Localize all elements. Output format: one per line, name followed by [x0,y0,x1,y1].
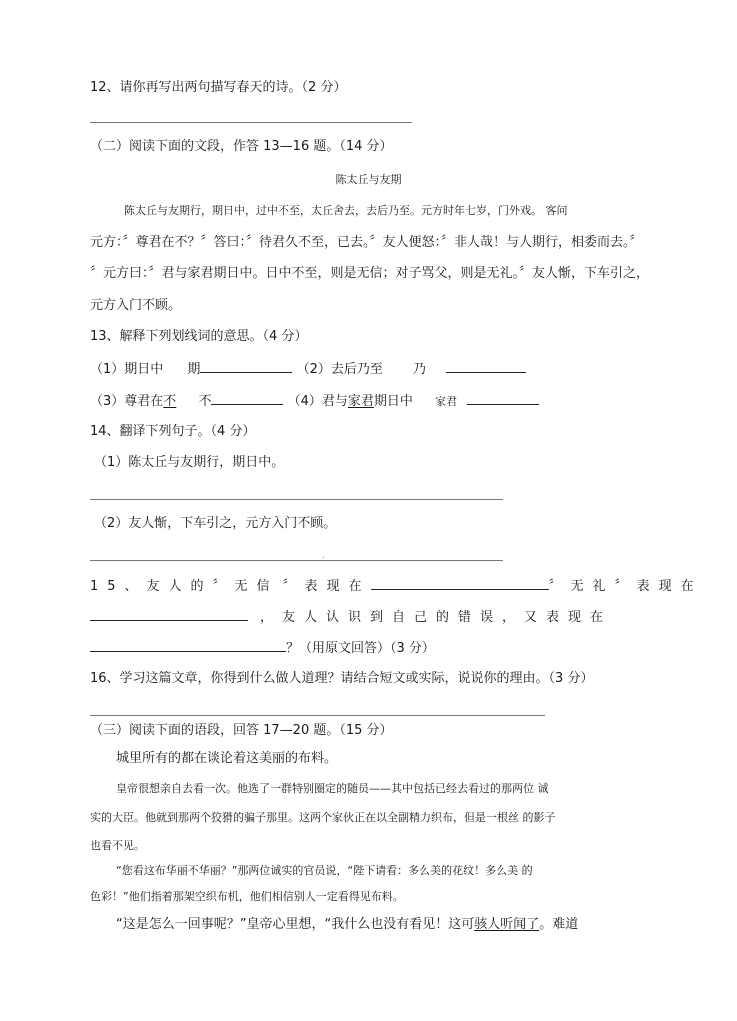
item-3-underlined: 不 [163,394,177,409]
item-4-label: （4）君与 [287,394,348,409]
q15-part-c: 〞无礼〞表现在 [548,579,703,594]
answer-line-14-2 [90,560,503,561]
item-1-word: 期 [187,362,201,377]
q15-part-d: ，友人认识到自己的错误，又表现在 [260,610,613,625]
answer-blank-2[interactable] [446,358,526,373]
item-1-label: （1）期日中 [90,362,164,377]
answer-blank-1[interactable] [200,358,292,373]
q15-part-b: 〞表现在 [282,579,371,594]
answer-blank-15-1[interactable] [371,575,549,590]
s3-paragraph-1: 城里所有的都在谈论着这美丽的布料。 [116,751,338,766]
question-12: 12、请你再写出两句描写春天的诗。（2 分） [90,80,347,95]
question-13-row-1 [90,358,526,380]
answer-line-16 [90,715,545,716]
item-2-word: 乃 [413,362,427,377]
section-2-heading: （二）阅读下面的文段，作答 13—16 题。（14 分） [90,139,393,154]
question-13-stem: 13、解释下列划线词的意思。（4 分） [90,329,308,344]
s3-paragraph-3-line-2: 色彩！”他们指着那架空织布机，他们相信别人一定看得见布料。 [90,890,404,903]
item-2-label: （2）去后乃至 [296,362,383,377]
question-14-sentence-1: （1）陈太丘与友期行，期日中。 [94,455,285,470]
question-14-stem: 14、翻译下列句子。（4 分） [90,424,256,439]
s3-paragraph-2-line-1: 皇帝很想亲自去看一次。他选了一群特别圈定的随员——其中包括已经去看过的那两位 诚 [116,782,549,795]
s3-paragraph-2-line-3: 也看不见。 [90,839,145,852]
answer-blank-15-2[interactable] [90,606,248,621]
stray-dot: . [322,551,325,561]
question-16: 16、学习这篇文章，你得到什么做人道理？请结合短文或实际，说说你的理由。（3 分） [90,671,594,686]
answer-blank-4[interactable] [467,390,539,405]
s3-paragraph-4-line-1 [116,915,578,935]
item-4-word: 家君 [435,395,458,408]
answer-line-14-1 [90,499,503,500]
s3-paragraph-2-line-2: 实的大臣。他就到那两个狡猾的骗子那里。这两个家伙正在以全副精力织布，但是一根丝 的影子 [90,811,556,824]
question-15-line-2 [90,606,612,628]
passage-line-2: 元方：〞尊君在不？〞答曰：〞待君久不至，已去。〞友人便怒：〞非人哉！与人期行，相委而去。〞 [90,235,643,250]
question-14-sentence-2: （2）友人惭，下车引之，元方入门不顾。 [94,516,337,531]
question-15-line-3 [90,637,435,659]
question-15-line-1 [90,575,703,597]
passage-title: 陈太丘与友期 [335,173,402,186]
item-3-label: （3）尊君在 [90,394,164,409]
p4-tail: 。难道 [539,917,579,932]
q15-part-a: 15、友人的〞无信 [90,579,279,594]
s3-paragraph-3-line-1: “您看这布华丽不华丽？”那两位诚实的官员说，“陛下请看：多么美的花纹！多么美 的 [116,864,533,877]
passage-line-3: 〞元方曰：〞君与家君期日中。日中不至，则是无信；对子骂父，则是无礼。〞友人惭，下车引之， [90,266,650,281]
answer-blank-3[interactable] [211,390,283,405]
answer-line-12 [90,122,412,123]
question-13-row-2 [90,390,539,412]
p4-text: “这是怎么一回事呢？”皇帝心里想，“我什么也没有看见！这可 [116,917,475,932]
passage-line-4: 元方入门不顾。 [90,298,182,313]
p4-underlined: 骇人听闻了 [474,917,540,932]
item-4-underlined: 家君 [347,394,374,409]
q15-part-e: ？（用原文回答）（3 分） [286,641,435,656]
section-3-heading: （三）阅读下面的语段，回答 17—20 题。（15 分） [90,723,393,738]
item-4-post: 期日中 [373,394,413,409]
passage-line-1: 陈太丘与友期行，期日中，过中不至，太丘舍去，去后乃至。元方时年七岁，门外戏。 客问 [124,204,568,217]
answer-blank-15-3[interactable] [90,637,286,652]
item-3-word: 不 [198,394,212,409]
